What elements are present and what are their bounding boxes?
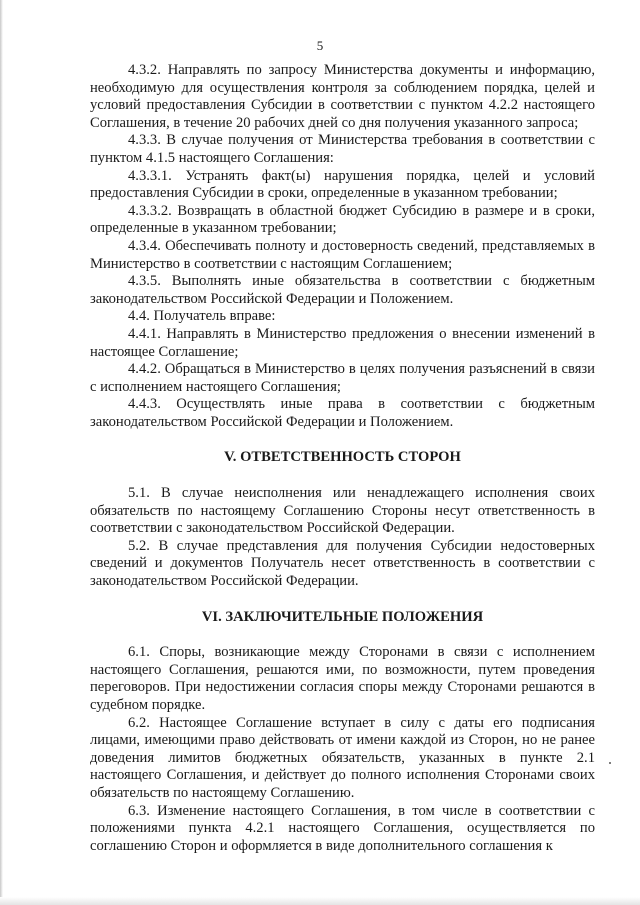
clause-4-4-1: 4.4.1. Направлять в Министерство предложения о внесении изменений в настоящее Соглашение; — [90, 325, 595, 360]
clause-4-4: 4.4. Получатель вправе: — [128, 308, 276, 325]
clause-4-4-3: 4.4.3. Осуществлять иные права в соответствии с бюджетным законодательством Российской Федерации и Положением. — [90, 396, 595, 430]
section-heading-v: V. ОТВЕТСТВЕННОСТЬ СТОРОН — [224, 449, 461, 466]
clause-4-3-3-2: 4.3.3.2. Возвращать в областной бюджет Субсидию в размере и в сроки, определенные в указанном требовании; — [90, 202, 595, 237]
section-4-continuation — [90, 62, 595, 431]
clause-5-1: 5.1. В случае неисполнения или ненадлежащего исполнения своих обязательств по настоящему Соглашению Стороны несут ответственность в соответствии с законодательством Российской Федерации. — [90, 485, 595, 537]
section-6-body — [90, 644, 595, 855]
clause-6-2: 6.2. Настоящее Соглашение вступает в силу с даты его подписания лицами, имеющими право действовать от имени каждой из Сторон, но не ранее доведения лимитов бюджетных обязательств, указанных в пункте 2.1 настоящего Соглашения, и действует до полного исполнения Сторонами своих обязательств по настоящему Соглашению. — [90, 714, 595, 801]
clause-4-3-3: 4.3.3. В случае получения от Министерства требования в соответствии с пунктом 4.1.5 настоящего Соглашения: — [90, 132, 595, 166]
scan-bottom-edge — [0, 897, 640, 905]
clause-4-3-4: 4.3.4. Обеспечивать полноту и достоверность сведений, представляемых в Министерство в соответствии с настоящим Соглашением; — [90, 237, 595, 272]
clause-4-3-2: 4.3.2. Направлять по запросу Министерства документы и информацию, необходимую для осуществления контроля за соблюдением порядка, целей и условий предоставления Субсидии в соответствии с пунктом 4.2.2 настоящего Соглашения, в течение 20 рабочих дней со дня получения указанного запроса; — [90, 62, 595, 131]
document-body — [90, 62, 595, 855]
clause-4-4-2: 4.4.2. Обращаться в Министерство в целях получения разъяснений в связи с исполнением настоящего Соглашения; — [90, 361, 595, 395]
clause-4-3-5: 4.3.5. Выполнять иные обязательства в соответствии с бюджетным законодательством Российской Федерации и Положением. — [90, 273, 595, 307]
clause-6-3: 6.3. Изменение настоящего Соглашения, в том числе в соответствии с положениями пункта 4.2.1 настоящего Соглашения, осуществляется по соглашению Сторон и оформляется в виде дополнительного соглашения к — [90, 802, 595, 854]
page-number: 5 — [316, 38, 324, 53]
scan-speck — [609, 762, 611, 764]
section-5-body — [90, 485, 595, 591]
clause-6-1: 6.1. Споры, возникающие между Сторонами в связи с исполнением настоящего Соглашения, решаются ими, по возможности, путем проведения переговоров. При недостижении согласия споры между Сторонами решаются в судебном порядке. — [90, 644, 595, 713]
scan-left-edge — [0, 0, 3, 905]
section-heading-vi: VI. ЗАКЛЮЧИТЕЛЬНЫЕ ПОЛОЖЕНИЯ — [201, 608, 484, 625]
clause-4-3-3-1: 4.3.3.1. Устранять факт(ы) нарушения порядка, целей и условий предоставления Субсидии в сроки, определенные в указанном требовании; — [90, 167, 595, 202]
clause-5-2: 5.2. В случае представления для получения Субсидии недостоверных сведений и документов Получатель несет ответственность в соответствии с законодательством Российской Федерации. — [90, 537, 595, 590]
